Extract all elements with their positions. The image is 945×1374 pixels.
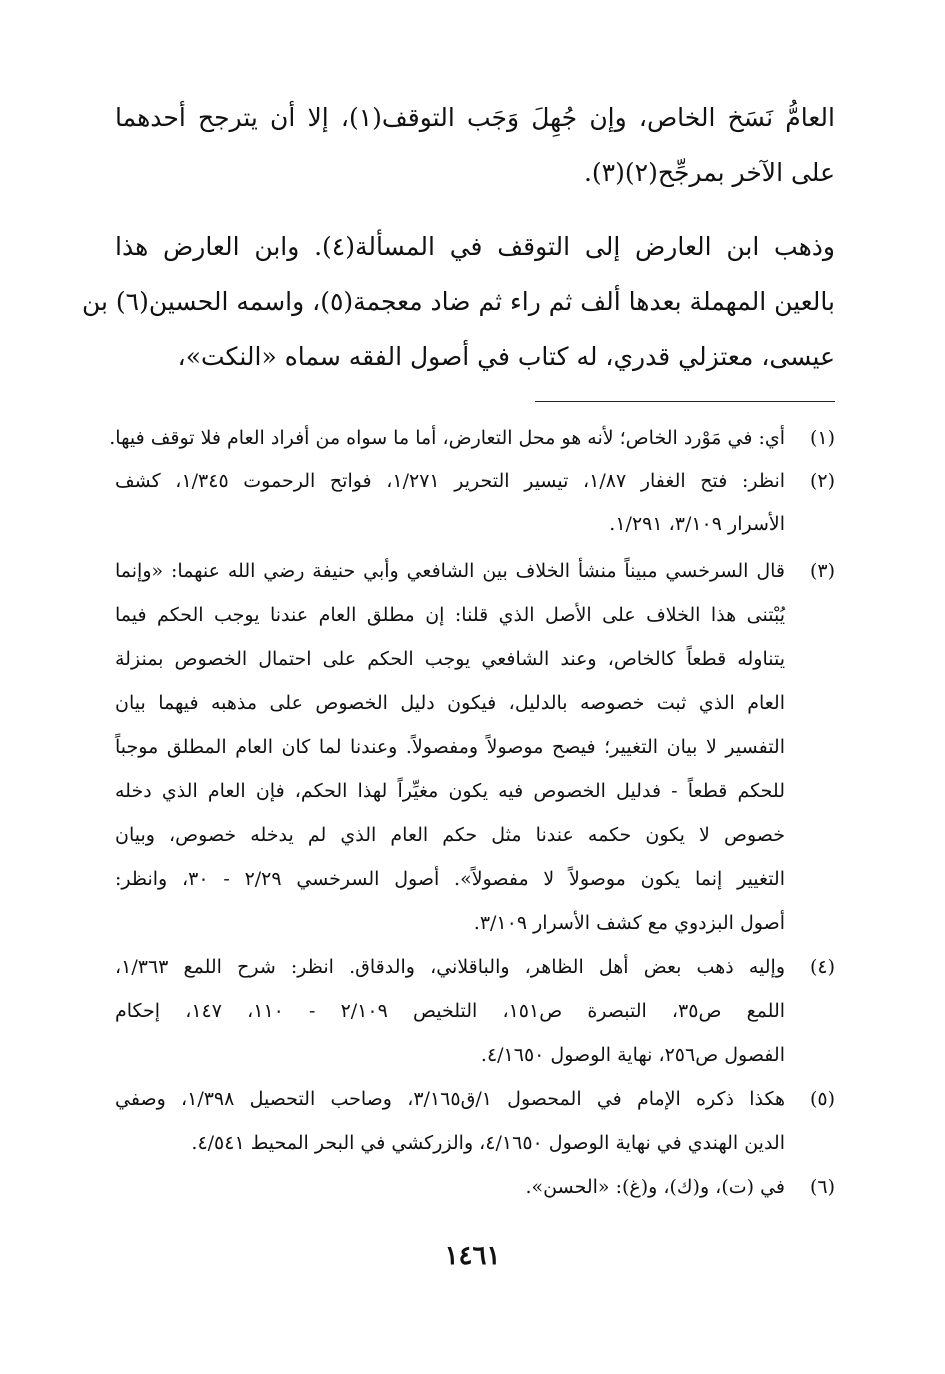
footnote-number: (٥) bbox=[809, 1088, 835, 1110]
footnote-separator bbox=[535, 401, 835, 402]
footnote-number: (٦) bbox=[809, 1176, 835, 1198]
footnote-line: أصول البزدوي مع كشف الأسرار ٣/١٠٩. bbox=[473, 912, 785, 934]
footnote-line: اللمع ص٣٥، التبصرة ص١٥١، التلخيص ٢/١٠٩ - ١١٠، ١٤٧، إحكام bbox=[115, 1000, 786, 1022]
footnote-line: الدين الهندي في نهاية الوصول ٤/١٦٥٠، والزركشي في البحر المحيط ٤/٥٤١. bbox=[191, 1132, 785, 1154]
footnote-number: (٣) bbox=[809, 560, 835, 582]
footnote-number: (١) bbox=[809, 427, 835, 449]
footnote-line: الأسرار ٣/١٠٩، ١/٢٩١. bbox=[609, 513, 785, 535]
footnote-line: العام الذي ثبت خصوصه بالدليل، فيكون دليل الخصوص على مذهبه فيهما بيان bbox=[115, 692, 785, 714]
main-text-line: العامُّ نَسَخ الخاص، وإن جُهِلَ وَجَب التوقف(١)، إلا أن يترجح أحدهما bbox=[115, 103, 835, 132]
footnote-line: قال السرخسي مبيناً منشأ الخلاف بين الشافعي وأبي حنيفة رضي الله عنهما: «وإنما bbox=[115, 560, 785, 582]
footnote-line: التغيير إنما يكون موصولاً لا مفصولاً». أصول السرخسي ٢/٢٩ - ٣٠، وانظر: bbox=[115, 868, 786, 890]
footnote-line: الفصول ص٢٥٦، نهاية الوصول ٤/١٦٥٠. bbox=[480, 1044, 785, 1066]
main-text-line: بالعين المهملة بعدها ألف ثم راء ثم ضاد معجمة(٥)، واسمه الحسين(٦) بن bbox=[81, 287, 835, 316]
footnote-line: وإليه ذهب بعض أهل الظاهر، والباقلاني، والدقاق. انظر: شرح اللمع ١/٣٦٣، bbox=[115, 956, 785, 978]
main-text-line: عيسى، معتزلي قدري، له كتاب في أصول الفقه سماه «النكت»، bbox=[177, 342, 835, 371]
footnote-line: خصوص لا يكون حكمه عندنا مثل حكم العام الذي لم يدخله خصوص، وبيان bbox=[115, 824, 785, 846]
footnote-line: انظر: فتح الغفار ١/٨٧، تيسير التحرير ١/٢٧١، فواتح الرحموت ١/٣٤٥، كشف bbox=[115, 470, 786, 492]
footnote-line: هكذا ذكره الإمام في المحصول ١/ق٣/١٦٥، وصاحب التحصيل ١/٣٩٨، وصفي bbox=[115, 1088, 785, 1110]
footnote-line: يُبْتنى هذا الخلاف على الأصل الذي قلنا: إن مطلق العام عندنا يوجب الحكم فيما bbox=[115, 604, 785, 626]
footnote-line: أي: في مَوْرد الخاص؛ لأنه هو محل التعارض، أما ما سواه من أفراد العام فلا توقف فيها. bbox=[109, 427, 785, 449]
footnote-line: يتناوله قطعاً كالخاص، وعند الشافعي يوجب الحكم على احتمال الخصوص بمنزلة bbox=[115, 648, 785, 670]
footnote-number: (٢) bbox=[809, 470, 835, 492]
footnote-number: (٤) bbox=[809, 956, 835, 978]
main-text-line: على الآخر بمرجِّح(٢)(٣). bbox=[583, 158, 835, 187]
footnote-line: التفسير لا بيان التغيير؛ فيصح موصولاً ومفصولاً. وعندنا لما كان العام المطلق موجباً bbox=[115, 736, 785, 758]
footnote-line: للحكم قطعاً - فدليل الخصوص فيه يكون مغيِّراً لهذا الحكم، فإن العام الذي دخله bbox=[115, 780, 785, 802]
footnote-line: في (ت)، و(ك)، و(غ): «الحسن». bbox=[525, 1176, 785, 1198]
main-text-line: وذهب ابن العارض إلى التوقف في المسألة(٤). وابن العارض هذا bbox=[115, 232, 835, 261]
page-number: ١٤٦١ bbox=[444, 1241, 501, 1271]
